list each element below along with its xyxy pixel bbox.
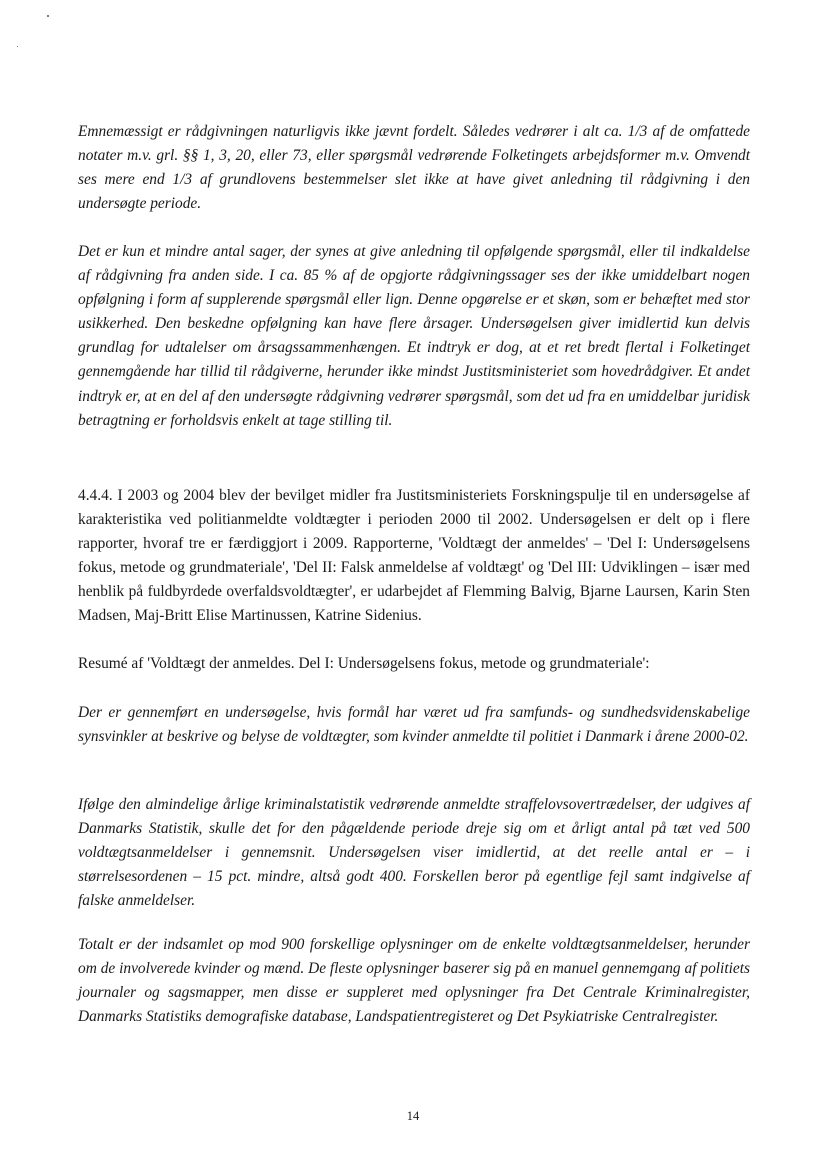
paragraph-follow-up: Det er kun et mindre antal sager, der synes at give anledning til opfølgende spørgsmål, eller til indkaldelse af rådgivning fra anden side. I ca. 85 % af de opgjorte rådgivningssager ses der ikke umiddelbart nogen opfølgning i form af supplerende spørgsmål eller lign. Denne opgørelse er et skøn, som er behæftet med stor usikkerhed. Den beskedne opfølgning kan have flere årsager. Undersøgelsen giver imidlertid kun delvis grundlag for udtalelser om årsagssammenhængen. Et indtryk er dog, at et ret bredt flertal i Folketinget gennemgående har tillid til rådgiverne, herunder ikke mindst Justitsministeriet som hovedrådgiver. Et andet indtryk er, at en del af den undersøgte rådgivning vedrører spørgsmål, som det ud fra en umiddelbar juridisk betragtning er forholdsvis enkelt at tage stilling til. <box>78 243 750 429</box>
paragraph-crime-statistics: Ifølge den almindelige årlige kriminalstatistik vedrørende anmeldte straffelovsovertrædelser, der udgives af Danmarks Statistik, skulle det for den pågældende periode dreje sig om et årligt antal på tæt ved 500 voldtægtsanmeldelser i gennemsnit. Undersøgelsen viser imidlertid, at det reelle antal er – i størrelsesordenen – 15 pct. mindre, altså godt 400. Forskellen beror på egentlige fejl samt indgivelse af falske anmeldelser. <box>78 796 750 910</box>
paragraph-resume-heading: Resumé af 'Voldtægt der anmeldes. Del I: Undersøgelsens fokus, metode og grundmateriale': <box>78 655 650 672</box>
paragraph-section-4-4-4: 4.4.4. I 2003 og 2004 blev der bevilget midler fra Justitsministeriets Forskningspulje til en undersøgelse af karakteristika ved politianmeldte voldtægter i perioden 2000 til 2002. Undersøgelsen er delt op i flere rapporter, hvoraf tre er færdiggjort i 2009. Rapporterne, 'Voldtægt der anmeldes' – 'Del I: Undersøgelsens fokus, metode og grundmateriale', 'Del II: Falsk anmeldelse af voldtægt' og 'Del III: Udviklingen – især med henblik på fuldbyrdede overfaldsvoldtægter', er udarbejdet af Flemming Balvig, Bjarne Laursen, Karin Sten Madsen, Maj-Britt Elise Martinussen, Katrine Sidenius. <box>78 487 750 625</box>
paragraph-data-collection: Totalt er der indsamlet op mod 900 forskellige oplysninger om de enkelte voldtægtsanmeldelser, herunder om de involverede kvinder og mænd. De fleste oplysninger baserer sig på en manuel gennemgang af politiets journaler og sagsmapper, men disse er suppleret med oplysninger fra Det Centrale Kriminalregister, Danmarks Statistiks demografiske database, Landspatientregisteret og Det Psykiatriske Centralregister. <box>78 936 750 1026</box>
paragraph-advice-distribution: Emnemæssigt er rådgivningen naturligvis ikke jævnt fordelt. Således vedrører i alt ca. 1/3 af de omfattede notater m.v. grl. §§ 1, 3, 20, eller 73, eller spørgsmål vedrørende Folketingets arbejdsformer m.v. Omvendt ses mere end 1/3 af grundlovens bestemmelser slet ikke at have givet anledning til rådgivning i den undersøgte periode. <box>78 123 750 213</box>
scan-speck <box>47 15 49 17</box>
scan-speck <box>17 46 18 47</box>
page-number: 14 <box>406 1109 420 1123</box>
paragraph-study-purpose: Der er gennemført en undersøgelse, hvis formål har været ud fra samfunds- og sundhedsvidenskabelige synsvinkler at beskrive og belyse de voldtægter, som kvinder anmeldte til politiet i Danmark i årene 2000-02. <box>78 704 750 746</box>
